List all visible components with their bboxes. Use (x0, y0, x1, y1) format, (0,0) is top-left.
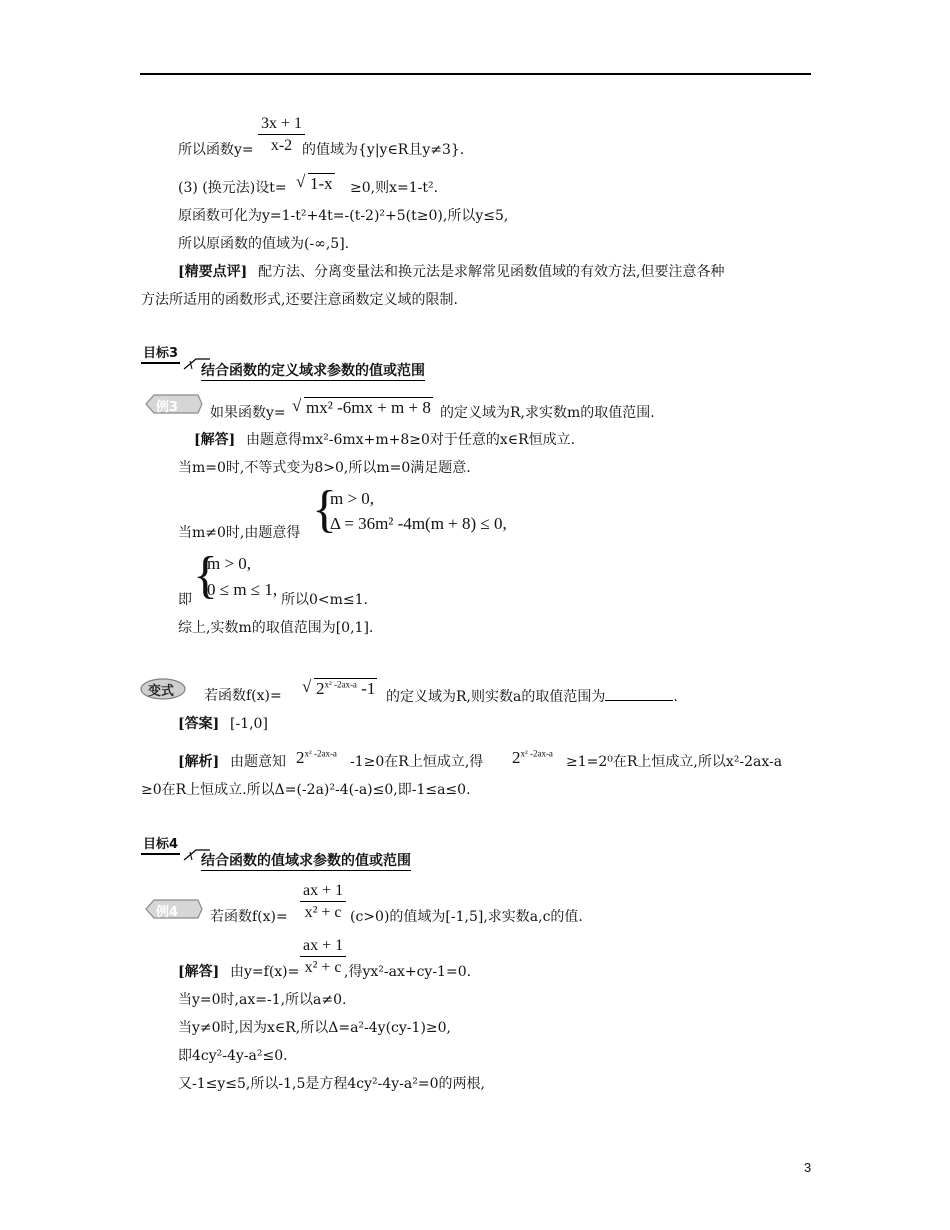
fraction-denominator: x² + c (304, 904, 342, 921)
fraction-denominator: x-2 (270, 137, 293, 154)
goal-title: 结合函数的定义域求参数的值或范围 (201, 363, 425, 379)
power-expression: $2^{x^2 -2ax-a}$ (512, 748, 553, 767)
left-brace: { (312, 481, 337, 538)
text-line: ≥0,则x=1-t². (350, 180, 439, 196)
system-line: m > 0, (207, 554, 252, 573)
text-line: 所以函数y= (178, 142, 254, 158)
system-line: 0 ≤ m ≤ 1, (207, 580, 278, 599)
sqrt-radicand: 1-x (310, 174, 333, 193)
goal-title: 结合函数的值域求参数的值或范围 (201, 853, 411, 869)
system-line: m > 0, (330, 489, 375, 508)
text-line: 由题意得mx²-6mx+m+8≥0对于任意的x∈R恒成立. (246, 432, 576, 448)
solution-label: [解答] (194, 432, 236, 448)
fraction (300, 880, 346, 923)
sqrt-sign: √ (296, 172, 306, 191)
text-line: ,得yx²-ax+cy-1=0. (344, 964, 472, 980)
text-line: 所以原函数的值域为(-∞,5]. (178, 236, 350, 252)
text-line: 所以0<m≤1. (281, 592, 369, 608)
text-line: (c>0)的值域为[-1,5],求实数a,c的值. (350, 909, 583, 925)
sqrt-radicand: mx² -6mx + m + 8 (306, 398, 431, 417)
text-line: 又-1≤y≤5,所以-1,5是方程4cy²-4y-a²=0的两根, (178, 1076, 485, 1092)
fraction (300, 935, 346, 978)
text-line: 如果函数y= (210, 405, 286, 421)
answer-text: [-1,0] (230, 716, 268, 732)
sqrt-sign: √ (292, 396, 302, 415)
text-line: 当m=0时,不等式变为8>0,所以m=0满足题意. (178, 460, 471, 476)
fraction (258, 113, 305, 156)
comment-text: 方法所适用的函数形式,还要注意函数定义域的限制. (141, 292, 458, 308)
header-rule (140, 73, 811, 75)
fraction-numerator: 3x + 1 (258, 113, 305, 135)
text-line: 的值域为{y|y∈R且y≠3}. (302, 142, 465, 158)
answer-blank (605, 686, 673, 701)
example-badge-label: 例3 (156, 400, 179, 415)
analysis-label: [解析] (178, 754, 220, 770)
page-number: 3 (804, 1160, 812, 1175)
text-line: 当y≠0时,因为x∈R,所以Δ=a²-4y(cy-1)≥0, (178, 1020, 451, 1036)
text-line: 原函数可化为y=1-t²+4t=-(t-2)²+5(t≥0),所以y≤5, (178, 208, 509, 224)
variant-badge-label: 变式 (148, 684, 175, 699)
comment-label: [精要点评] (178, 264, 248, 280)
sqrt-radicand: $2^{x^2 -2ax-a}$ -1 (316, 679, 376, 698)
text-line: 即4cy²-4y-a²≤0. (178, 1048, 288, 1064)
text-line: ≥1=2⁰在R上恒成立,所以x²-2ax-a (566, 754, 783, 770)
system-line: Δ = 36m² -4m(m + 8) ≤ 0, (330, 514, 507, 533)
sqrt-sign: √ (302, 677, 312, 696)
text-line: -1≥0在R上恒成立,得 (350, 754, 484, 770)
left-brace: { (193, 547, 218, 604)
text-line: 即 (178, 592, 192, 608)
fraction-numerator: ax + 1 (300, 935, 346, 957)
goal-badge: 目标4 (141, 837, 180, 855)
text-line: (3) (换元法)设t= (178, 180, 287, 196)
power-expression: $2^{x^2 -2ax-a}$ (296, 748, 337, 767)
text-line: 若函数f(x)= (210, 909, 288, 925)
answer-label: [答案] (178, 716, 220, 732)
text-line: ≥0在R上恒成立.所以Δ=(-2a)²-4(-a)≤0,即-1≤a≤0. (141, 782, 471, 798)
text-line: 由题意知 (230, 754, 286, 770)
comment-text: 配方法、分离变量法和换元法是求解常见函数值域的有效方法,但要注意各种 (258, 264, 725, 280)
fraction-numerator: ax + 1 (300, 880, 346, 902)
text-line: 当m≠0时,由题意得 (178, 525, 301, 541)
text-line: 由y=f(x)= (230, 964, 300, 980)
text-line: 若函数f(x)= (204, 688, 282, 704)
text-line: 的定义域为R,则实数a的取值范围为 . (386, 686, 678, 707)
example-badge-label: 例4 (156, 905, 179, 920)
text-line: 的定义域为R,求实数m的取值范围. (440, 405, 655, 421)
solution-label: [解答] (178, 964, 220, 980)
goal-badge: 目标3 (141, 346, 180, 364)
text-line: 当y=0时,ax=-1,所以a≠0. (178, 992, 347, 1008)
fraction-denominator: x² + c (304, 959, 342, 976)
text-line: 综上,实数m的取值范围为[0,1]. (178, 620, 374, 636)
